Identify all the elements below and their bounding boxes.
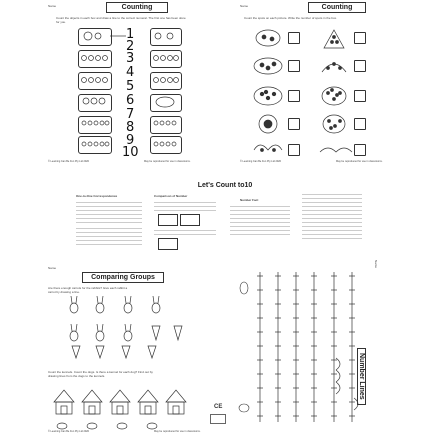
numeral: 2 [126, 39, 135, 54]
text-line [76, 206, 142, 207]
answer-box[interactable] [288, 118, 300, 130]
text-line [154, 206, 216, 207]
numeral: 7 [126, 107, 135, 122]
text-line [76, 236, 142, 237]
footer-left: © Learning Can Be Fun Pty Ltd 2020 [48, 430, 90, 433]
text-line [230, 210, 290, 211]
page-title: Comparing Groups [82, 272, 164, 283]
numeral: 1 [126, 27, 135, 42]
column-heading: One-to-One Correspondence [76, 194, 118, 198]
footer-right: May be reproduced for use in classrooms. [154, 430, 201, 433]
footer-left: © Learning Can Be Fun Pty Ltd 2020 [240, 160, 282, 163]
page-number-lines [226, 258, 396, 436]
text-line [302, 226, 362, 227]
numeral: 10 [122, 145, 139, 160]
numeral: 5 [126, 79, 135, 94]
text-line [76, 214, 142, 215]
answer-box[interactable] [354, 32, 366, 44]
column-heading: Comparison of Number [154, 194, 188, 198]
text-line [230, 206, 290, 207]
diagram-box [180, 214, 200, 226]
text-line [230, 230, 290, 231]
numeral: 8 [126, 120, 135, 135]
footer-left: © Learning Can Be Fun Pty Ltd 2020 [48, 160, 90, 163]
answer-box[interactable] [354, 144, 366, 156]
text-line [302, 210, 362, 211]
text-line [302, 206, 362, 207]
page-counting-2 [236, 0, 396, 165]
text-line [302, 230, 362, 231]
text-line [76, 228, 142, 229]
answer-box[interactable] [288, 60, 300, 72]
answer-box[interactable] [288, 144, 300, 156]
text-line [230, 226, 290, 227]
numeral: 6 [126, 93, 135, 108]
text-line [76, 210, 142, 211]
text-line [230, 222, 290, 223]
instructions: Count the kennels. Count the dogs. Is there a kennel for each dog? Find out by drawing lines from the dogs to the kennels. [48, 370, 153, 378]
text-line [154, 234, 216, 235]
answer-box[interactable] [288, 32, 300, 44]
answer-box[interactable] [354, 118, 366, 130]
text-line [76, 244, 142, 245]
page-title: Counting [106, 2, 168, 13]
text-line [302, 218, 362, 219]
diagram-box [158, 238, 178, 250]
page-title: Number Lines [357, 348, 366, 405]
instructions: Count the spots on each picture. Write the number of spots in the box. [244, 16, 337, 20]
answer-box[interactable] [354, 90, 366, 102]
numeral: 9 [126, 133, 135, 148]
text-line [302, 214, 362, 215]
diagram-box [158, 214, 178, 226]
ce-mark: CE [214, 404, 223, 410]
instructions: Count the objects in each box and draw a line to the correct numeral. The first one has been done for you. [56, 16, 186, 24]
text-line [76, 202, 142, 203]
text-line [76, 218, 142, 219]
answer-box[interactable] [288, 90, 300, 102]
text-line [302, 202, 362, 203]
counting-objects-illustration [44, 0, 204, 165]
name-label: Name [48, 4, 57, 8]
name-label: Name [240, 4, 249, 8]
text-line [76, 240, 142, 241]
page-counting-1 [44, 0, 204, 165]
name-label: Name [374, 260, 378, 269]
text-line [76, 222, 142, 223]
text-line [154, 210, 216, 211]
text-line [76, 232, 142, 233]
text-line [230, 214, 290, 215]
instructions: Are there enough carrots for the rabbits? Give each rabbit a carrot by drawing a line. [48, 286, 128, 294]
answer-box[interactable] [354, 60, 366, 72]
text-line [154, 230, 216, 231]
column-heading: Number Fact [240, 198, 259, 202]
page-comparing-groups [44, 262, 214, 436]
text-line [302, 238, 362, 239]
footer-right: May be reproduced for use in classrooms. [144, 160, 191, 163]
rabbits-carrots-illustration [44, 262, 214, 436]
text-line [302, 194, 362, 195]
footer-right: May be reproduced for use in classrooms. [336, 160, 383, 163]
spot-pictures-illustration [236, 0, 396, 165]
page-title: Let's Count to10 [197, 182, 253, 189]
page-teacher-notes [70, 178, 370, 264]
numeral: 3 [126, 51, 135, 66]
text-line [302, 198, 362, 199]
page-title: Counting [308, 2, 366, 13]
text-line [302, 222, 362, 223]
text-line [230, 234, 290, 235]
number-lines-illustration [226, 258, 396, 436]
text-line [230, 218, 290, 219]
name-label: Name [48, 266, 57, 270]
text-line [302, 234, 362, 235]
barcode-box [210, 414, 226, 424]
numeral: 4 [126, 65, 135, 80]
text-line [154, 202, 216, 203]
